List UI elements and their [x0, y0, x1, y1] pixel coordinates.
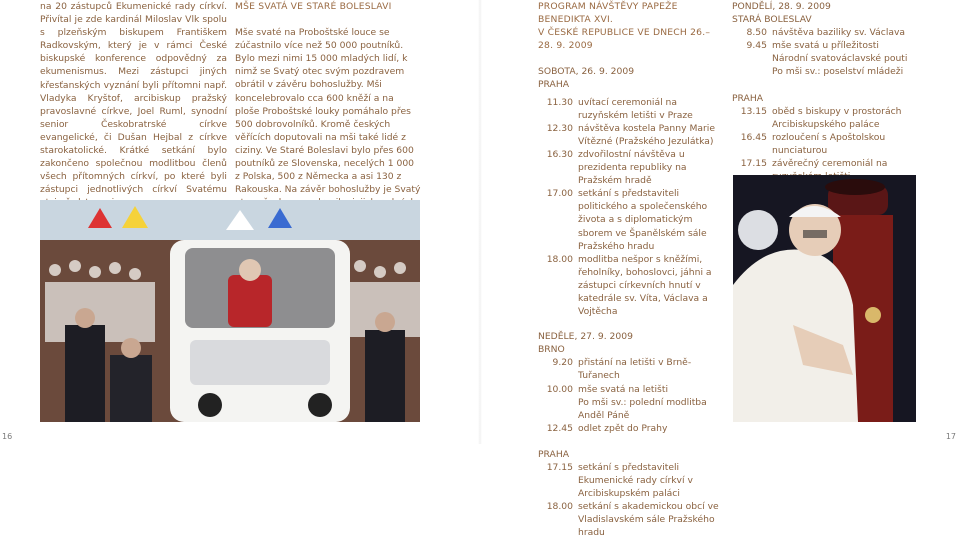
- monday-date: PONDĚLÍ, 28. 9. 2009: [732, 1, 831, 12]
- monday-place2: PRAHA: [732, 92, 764, 104]
- schedule-row: 11.30 uvítací ceremoniál na ruzyňském letišti v Praze: [546, 96, 693, 121]
- day-sunday: [538, 330, 723, 539]
- sunday-place: BRNO: [538, 344, 565, 356]
- schedule-row: 18.00 setkání s akademickou obcí ve Vladislavském sále Pražského hradu: [546, 501, 719, 539]
- right-program-column: [732, 0, 916, 196]
- schedule-row: 12.30 návštěva kostela Panny Marie Vítězné (Pražského Jezulátka): [546, 122, 715, 147]
- mass-heading: MŠE SVATÁ VE STARÉ BOLESLAVI: [235, 1, 392, 12]
- page-gutter: [478, 0, 482, 444]
- page-number-right: 17: [945, 432, 956, 441]
- saturday-date: SOBOTA, 26. 9. 2009: [538, 66, 635, 78]
- schedule-row: 17.15 závěrečný ceremoniál na: [740, 158, 888, 170]
- schedule-row: Po mši sv.: poselství mládeži: [772, 66, 904, 78]
- day-saturday: [538, 65, 723, 318]
- popemobile-photo: [40, 200, 420, 422]
- schedule-row: 9.20 přistání na letišti v Brně-Tuřanech: [552, 357, 692, 382]
- left-article-column: [40, 0, 227, 210]
- schedule-row: 13.15 oběd s biskupy v prostorách Arcibiskupského paláce: [740, 105, 902, 130]
- schedule-row: 16.30 zdvořilostní návštěva u prezidenta republiky na Pražském hradě: [546, 148, 687, 187]
- schedule-row: 18.00 modlitba nešpor s kněžími, řeholníky, bohoslovci, jáhni a zástupci církevních hnutí v katedrále sv. Víta, Václava a Vojtěcha: [546, 253, 712, 318]
- saturday-place: PRAHA: [538, 79, 570, 91]
- schedule-row: 17.15 setkání s představiteli Ekumenické rady církví v Arcibiskupském paláci: [546, 462, 693, 500]
- schedule-row: 9.45 mše svatá u příležitosti Národní svatováclavské pouti: [746, 40, 908, 65]
- monday-place: STARÁ BOLESLAV: [732, 14, 812, 26]
- schedule-row: 10.00 mše svatá na letišti: [546, 383, 668, 395]
- pope-portrait-illustration: [733, 175, 916, 422]
- schedule-row: 12.45 odlet zpět do Prahy: [546, 422, 668, 434]
- popemobile-illustration: [40, 200, 420, 422]
- left-column-text: na 20 zástupců Ekumenické rady církví. Přivítal je zde kardinál Miloslav Vlk spolu s plzeňským biskupem Františkem Radkovským, který je v rámci České biskupské konference odpovědný za ekumenismus. Mezi zástupci jiných křesťanských vyznání byli přítomni např. Vladyka Kryštof, arcibiskup pražský pravoslavné církve, Joel Ruml, synodní senior Českobratrské církve evangelické, či Dušan Hejbal z církve starokatolické. Krátké setkání bylo zakončeno společnou modlitbou členů všech přítomných církví, po které byli zástupci jednotlivých církví Svatému: [40, 1, 227, 196]
- program-title-line2: V ČESKÉ REPUBLICE VE DNECH 26.–28. 9. 2009: [538, 27, 711, 52]
- sunday-date: NEDĚLE, 27. 9. 2009: [538, 331, 633, 343]
- program-title-line1: PROGRAM NÁVŠTĚVY PAPEŽE BENEDIKTA XVI.: [538, 1, 678, 26]
- schedule-row: Po mši sv.: polední modlitba Anděl Páně: [578, 396, 707, 421]
- page-number-left: 16: [2, 432, 13, 441]
- mass-body-text: Mše svaté na Proboštské louce se zúčastnilo více než 50 000 poutníků. Bylo mezi nimi 15 000 mladých lidí, k nimž se Svatý otec svým pozdravem obrátil v závěru bohoslužby. Mši koncelebrovalo cca 600 kněží a na ploše Proboštské louky pomáhalo přes 500 dobrovolníků. Kromě českých věřících doputovali na mši také lidé z ciziny. Ve Staré Boleslavi bylo přes 600 poutníků ze Slovenska, necelých 1 000 z Polska, 500 z Německa a asi 130 z Rakouska. Na závěr bohoslužby je Svatý: [235, 27, 421, 196]
- schedule-row: 8.50 návštěva baziliky sv. Václava: [746, 27, 906, 39]
- program-column: [538, 0, 723, 540]
- schedule-row: 17.00 setkání s představiteli politického a společenského života a s diplomatickým sborem ve Španělském sále Pražského hradu: [546, 188, 708, 252]
- sunday-place2: PRAHA: [538, 448, 570, 460]
- pope-portrait-photo: [733, 175, 916, 422]
- schedule-row: 16.45 rozloučení s Apoštolskou nunciaturou: [740, 131, 886, 156]
